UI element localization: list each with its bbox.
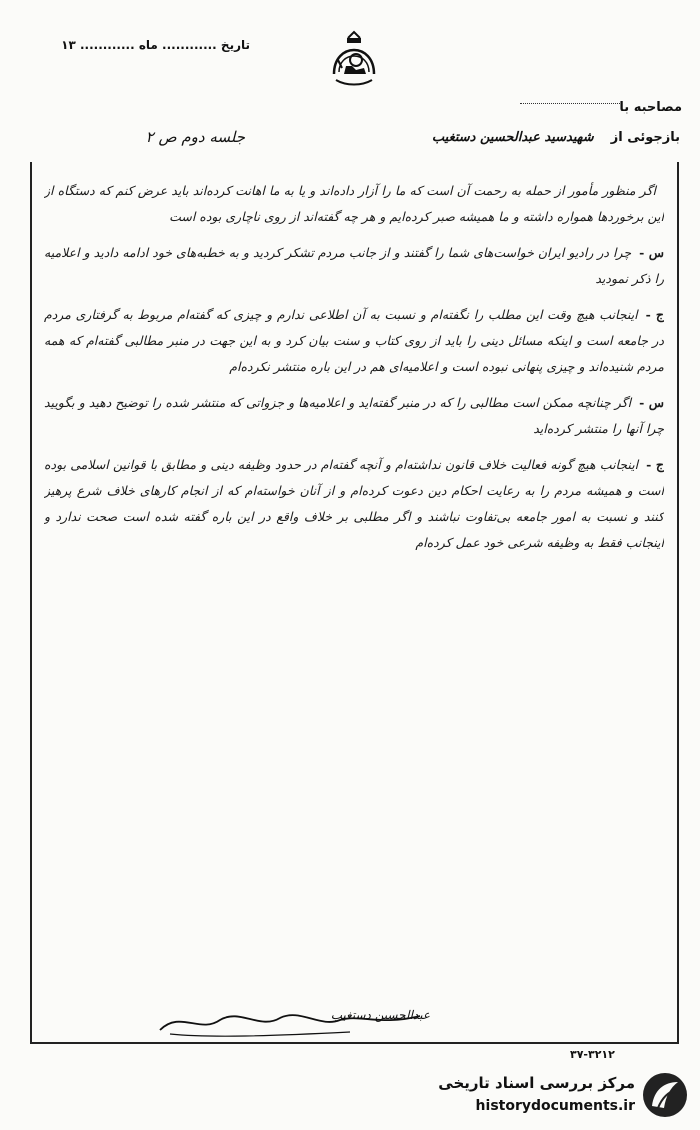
handwritten-body [44, 178, 664, 1008]
paragraph [44, 390, 664, 442]
watermark-title: مرکز بررسی اسناد تاریخی [438, 1074, 635, 1092]
lion-and-sun-emblem-icon [330, 30, 378, 88]
watermark [430, 1068, 695, 1124]
paragraph [44, 302, 664, 380]
paragraph-label: س - [639, 245, 664, 260]
watermark-url: historydocuments.ir [475, 1098, 635, 1114]
paragraph-text: اگر چنانچه ممکن است مطالبی را که در منبر گفته‌اید و اعلامیه‌ها و جزواتی که منتشر شده را توضیح دهید و بگویید چرا آنها را منتشر کرده‌اید [44, 395, 664, 436]
paragraph-text: اینجانب هیچ گونه فعالیت خلاف قانون نداشته‌ام و آنچه گفته‌ام در حدود وظیفه دینی و مطابق با قوانین اسلامی بوده است و همیشه مردم را به رعایت احکام دین دعوت کرده‌ام و از آنان خواسته‌ام که از انجام کارهای خلاف شرع پرهیز کنند و نسبت به امور جامعه بی‌تفاوت نباشند و اگر مطلبی بر خلاف واقع در این باره گفته شده است صحت ندارد و اینجانب فقط به وظیفه شرعی خود عمل کرده‌ام [44, 457, 664, 550]
paragraph-text: اینجانب هیچ وقت این مطلب را نگفته‌ام و نسبت به آن اطلاعی ندارم و چیزی که گفته‌ام مربوط به گرفتاری مردم در جامعه است و اینکه مسائل دینی را باید از روی کتاب و سنت بیان کرد و به این جهت در منبر مطالبی گفته‌ام که همه مردم شنیده‌اند و چیزی پنهانی نبوده است و اعلامیه‌ای هم در این باره منتشر نکرده‌ام [44, 307, 664, 374]
interrogation-line [160, 130, 680, 145]
signature-text: عبدالحسین دستغیب [330, 1008, 430, 1022]
paragraph-label: س - [639, 395, 664, 410]
interrogation-value: شهیدسید عبدالحسین دستغیب [431, 130, 594, 145]
paragraph [44, 240, 664, 292]
meeting-note: جلسه دوم ص ۲ [145, 128, 245, 146]
document-number: ۳۷-۳۲۱۲ [570, 1048, 615, 1061]
date-line: تاریخ ............ ماه ............ ۱۳ [61, 38, 250, 52]
interview-label: مصاحبه با [619, 100, 682, 115]
paragraph [44, 452, 664, 556]
paragraph [44, 178, 664, 230]
paragraph-text: چرا در رادیو ایران خواست‌های شما را گفتند و از جانب مردم تشکر کردید و به خطبه‌های خود ادامه دادید و اعلامیه را ذکر نمودید [44, 245, 664, 286]
interrogation-label: بازجوئی از [610, 130, 680, 145]
archive-logo-icon [640, 1070, 690, 1120]
paragraph-label: ج - [645, 307, 664, 322]
paragraph-text: اگر منظور مأمور از حمله به رحمت آن است که ما را آزار داده‌اند و یا به ما اهانت کرده‌اند باید عرض کنم که دستگاه از این برخوردها همواره داشته و ما همیشه صبر کرده‌ایم و هر چه گفته‌اند از روی ناچاری بوده است [44, 183, 664, 224]
paragraph-label: ج - [646, 457, 664, 472]
interview-dotted-line [520, 103, 620, 104]
